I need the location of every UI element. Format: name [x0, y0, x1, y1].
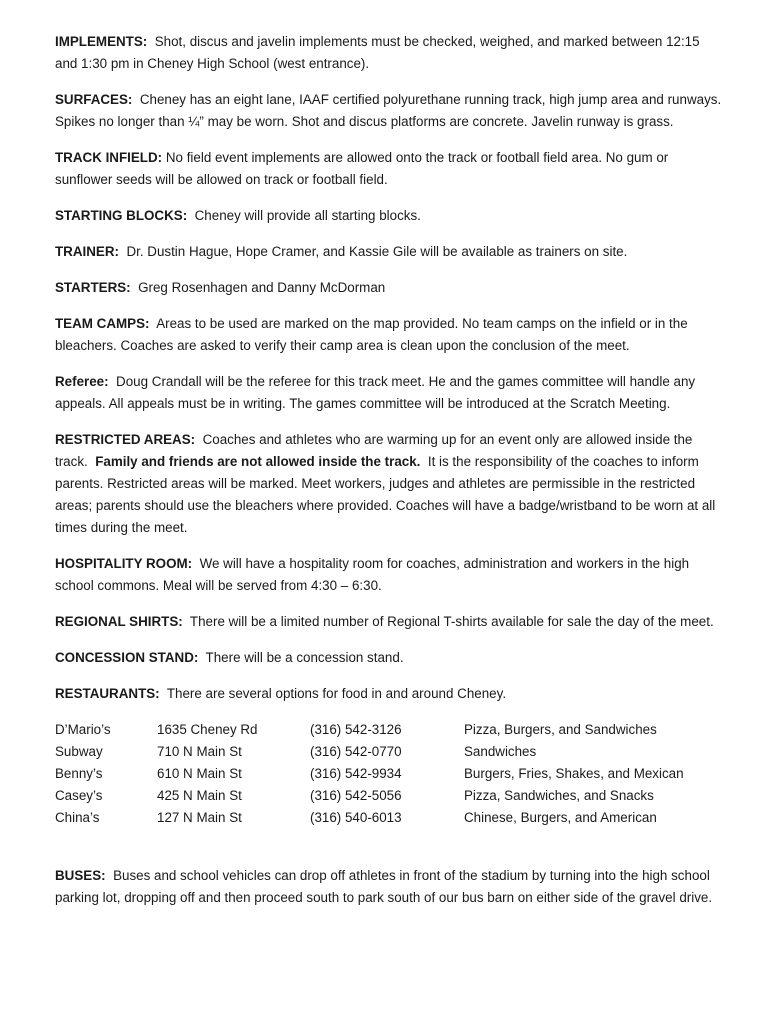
restaurant-name: Benny’s: [55, 766, 103, 781]
concession-stand-paragraph: [55, 647, 725, 669]
team-camps-text: Areas to be used are marked on the map provided. No team camps on the infield or in the bleachers. Coaches are asked to verify their camp area is clean upon the conclusion of the meet.: [55, 316, 688, 353]
regional-shirts-label: REGIONAL SHIRTS:: [55, 614, 183, 629]
restaurant-name: D’Mario’s: [55, 722, 111, 737]
concession-stand-label: CONCESSION STAND:: [55, 650, 199, 665]
restaurants-label: RESTAURANTS:: [55, 686, 160, 701]
track-infield-label: TRACK INFIELD:: [55, 150, 163, 165]
restaurant-name: Casey’s: [55, 788, 103, 803]
restaurant-food: Pizza, Sandwiches, and Snacks: [464, 788, 654, 803]
restaurant-phone: (316) 542-0770: [310, 744, 402, 759]
hospitality-room-label: HOSPITALITY ROOM:: [55, 556, 193, 571]
restaurant-phone: (316) 542-3126: [310, 722, 402, 737]
restaurant-food: Pizza, Burgers, and Sandwiches: [464, 722, 657, 737]
restricted-areas-emphasis: Family and friends are not allowed inside the track.: [95, 454, 421, 469]
restaurants-paragraph: [55, 683, 725, 705]
regional-shirts-text: There will be a limited number of Regional T-shirts available for sale the day of the meet.: [189, 614, 714, 629]
restaurant-phone: (316) 542-9934: [310, 766, 402, 781]
implements-paragraph: [55, 31, 725, 75]
restaurant-name: China’s: [55, 810, 100, 825]
restaurant-food: Burgers, Fries, Shakes, and Mexican: [464, 766, 684, 781]
referee-text: Doug Crandall will be the referee for this track meet. He and the games committee will handle any appeals. All appeals must be in writing. The games committee will be introduced at the Scratch Meeting.: [55, 374, 696, 411]
restricted-areas-paragraph: [55, 429, 725, 539]
restricted-areas-text-before: Coaches and athletes who are warming up for an event only are allowed inside the track.: [55, 432, 693, 469]
starting-blocks-paragraph: [55, 205, 725, 227]
starting-blocks-text: Cheney will provide all starting blocks.: [194, 208, 421, 223]
table-row: [55, 807, 724, 829]
surfaces-text: Cheney has an eight lane, IAAF certified polyurethane running track, high jump area and runways. Spikes no longer than ¼” may be worn. Shot and discus platforms are concrete. Javelin runway is grass.: [55, 92, 722, 129]
table-row: [55, 763, 724, 785]
restaurants-text: There are several options for food in and around Cheney.: [166, 686, 507, 701]
restaurant-address: 710 N Main St: [157, 744, 242, 759]
trainer-paragraph: [55, 241, 725, 263]
trainer-text: Dr. Dustin Hague, Hope Cramer, and Kassie Gile will be available as trainers on site.: [126, 244, 628, 259]
referee-label: Referee:: [55, 374, 109, 389]
restaurant-food: Sandwiches: [464, 744, 537, 759]
starting-blocks-label: STARTING BLOCKS:: [55, 208, 188, 223]
restaurant-address: 127 N Main St: [157, 810, 242, 825]
buses-paragraph: [55, 865, 725, 909]
table-row: [55, 741, 724, 763]
buses-label: BUSES:: [55, 868, 106, 883]
restaurant-address: 1635 Cheney Rd: [157, 722, 258, 737]
regional-shirts-paragraph: [55, 611, 725, 633]
restricted-areas-label: RESTRICTED AREAS:: [55, 432, 196, 447]
starters-label: STARTERS:: [55, 280, 131, 295]
referee-paragraph: [55, 371, 725, 415]
buses-text: Buses and school vehicles can drop off athletes in front of the stadium by turning into the high school parking lot, dropping off and then proceed south to park south of our bus barn on either side of the gravel drive.: [55, 868, 713, 905]
restaurant-phone: (316) 540-6013: [310, 810, 402, 825]
restaurant-address: 425 N Main St: [157, 788, 242, 803]
hospitality-room-text: We will have a hospitality room for coaches, administration and workers in the high school commons. Meal will be served from 4:30 – 6:30.: [55, 556, 690, 593]
team-camps-label: TEAM CAMPS:: [55, 316, 150, 331]
team-camps-paragraph: [55, 313, 725, 357]
starters-paragraph: [55, 277, 725, 299]
restaurant-phone: (316) 542-5056: [310, 788, 402, 803]
table-row: [55, 785, 724, 807]
concession-stand-text: There will be a concession stand.: [205, 650, 404, 665]
document-page: [55, 31, 725, 923]
track-infield-paragraph: [55, 147, 725, 191]
surfaces-label: SURFACES:: [55, 92, 133, 107]
table-row: [55, 719, 724, 741]
restaurant-food: Chinese, Burgers, and American: [464, 810, 657, 825]
hospitality-room-paragraph: [55, 553, 725, 597]
starters-text: Greg Rosenhagen and Danny McDorman: [138, 280, 386, 295]
surfaces-paragraph: [55, 89, 725, 133]
implements-text: Shot, discus and javelin implements must be checked, weighed, and marked between 12:15 and 1:30 pm in Cheney High School (west entrance).: [55, 34, 700, 71]
trainer-label: TRAINER:: [55, 244, 119, 259]
restaurant-table: [55, 719, 724, 829]
implements-label: IMPLEMENTS:: [55, 34, 148, 49]
restaurant-name: Subway: [55, 744, 103, 759]
track-infield-text: No field event implements are allowed onto the track or football field area. No gum or sunflower seeds will be allowed on track or football field.: [55, 150, 669, 187]
restricted-areas-text-after: It is the responsibility of the coaches to inform parents. Restricted areas will be marked. Meet workers, judges and athletes are permissible in the restricted areas; parents should use the bleachers where provided. Coaches will have a badge/wristband to be worn at all times during the meet.: [55, 454, 716, 535]
restaurant-address: 610 N Main St: [157, 766, 242, 781]
